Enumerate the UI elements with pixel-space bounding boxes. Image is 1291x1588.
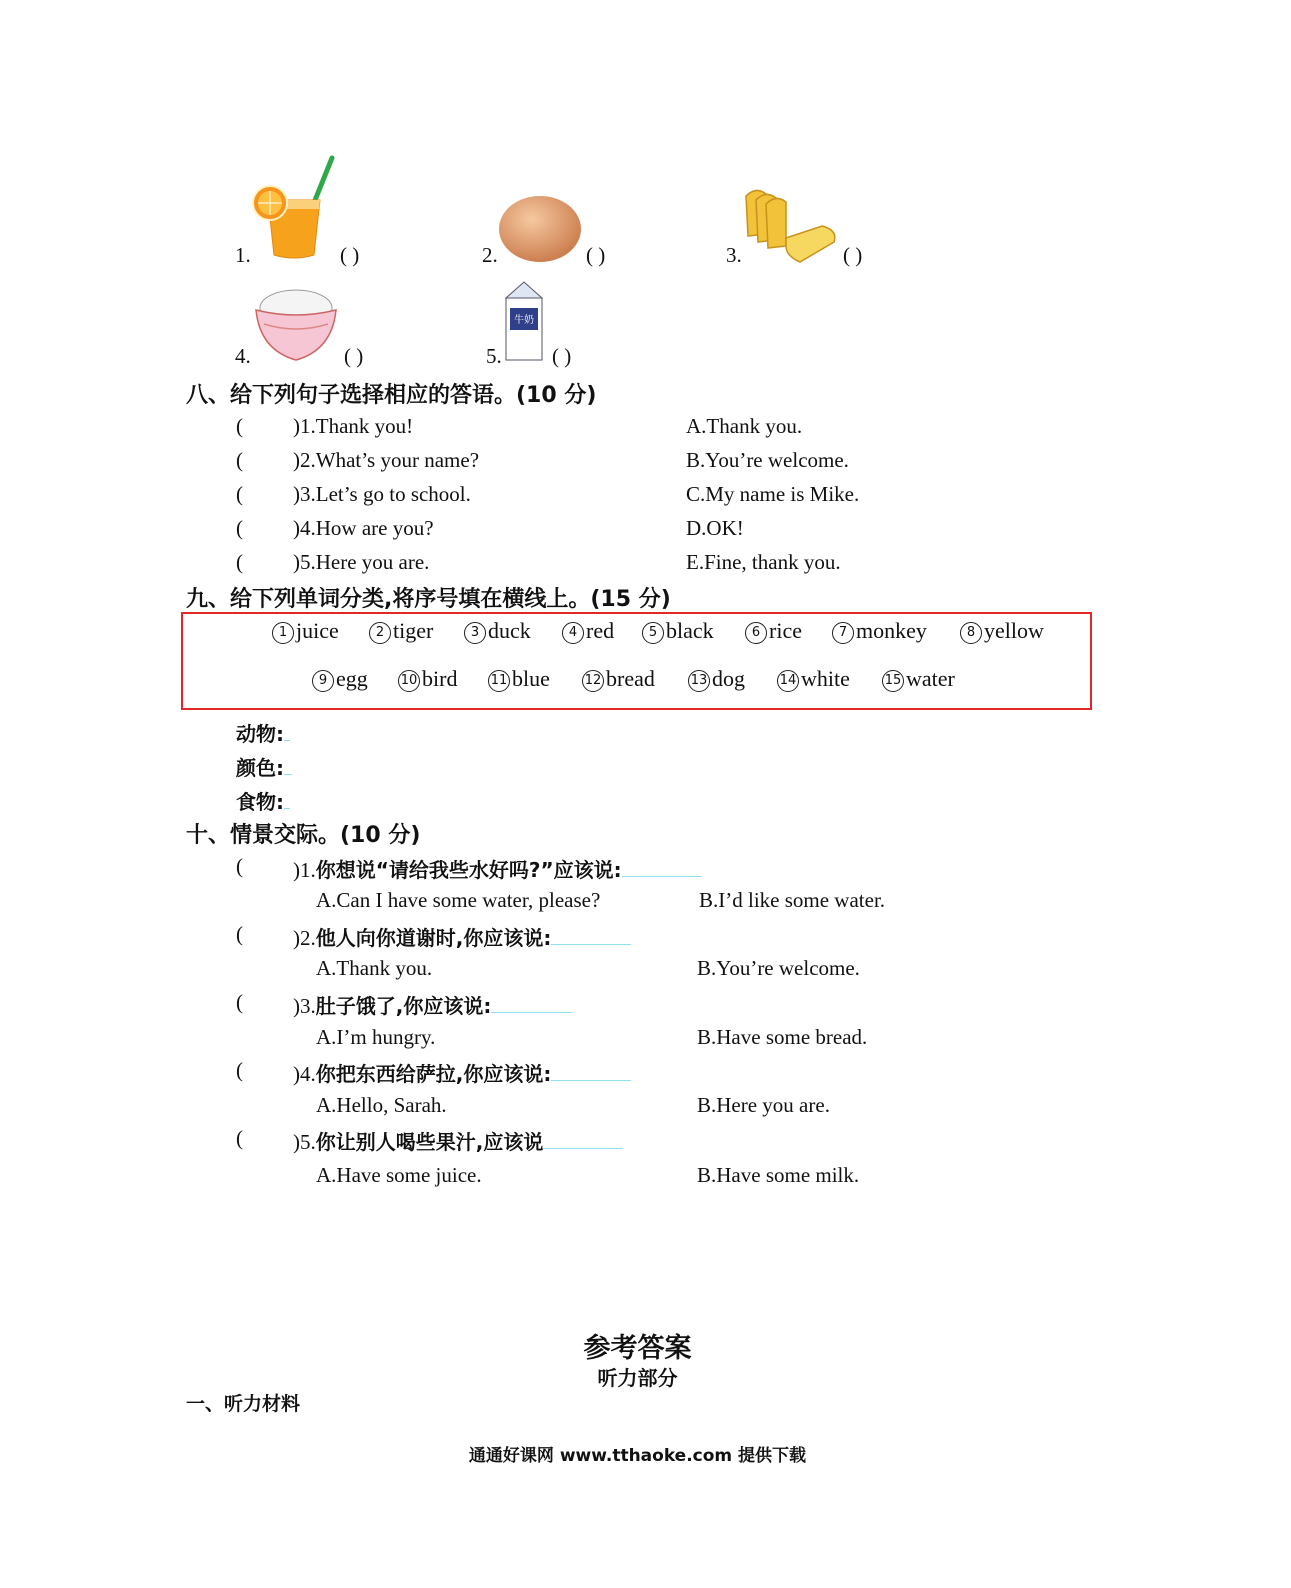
- section-9-title: 九、给下列单词分类,将序号填在横线上。(15 分): [186, 587, 671, 612]
- s8-answer-a: A.Thank you.: [686, 414, 803, 438]
- word-15: 15 water: [882, 666, 955, 692]
- word-12: 12 bread: [582, 666, 655, 692]
- s10-q1-option-a: A.Can I have some water, please?: [316, 888, 601, 912]
- rice-bowl-icon: [252, 280, 340, 364]
- s10-q3-option-b: B.Have some bread.: [697, 1025, 868, 1049]
- word-7: 7 monkey: [832, 618, 927, 644]
- bread-icon: [742, 186, 840, 266]
- picture-5-answer-paren[interactable]: ( ): [552, 344, 572, 368]
- s10-q2: )2.他人向你道谢时,你应该说:: [293, 922, 631, 951]
- listening-material-heading: 一、听力材料: [186, 1393, 301, 1415]
- s8-q4-paren[interactable]: (: [236, 516, 243, 540]
- word-3: 3 duck: [464, 618, 531, 644]
- s8-q1-paren[interactable]: (: [236, 414, 243, 438]
- s10-q3-option-a: A.I’m hungry.: [316, 1025, 436, 1049]
- s8-answer-c: C.My name is Mike.: [686, 482, 860, 506]
- word-9: 9 egg: [312, 666, 368, 692]
- s10-q1-option-b: B.I’d like some water.: [699, 888, 886, 912]
- category-animals-blank[interactable]: [284, 722, 290, 741]
- s8-q4-text: )4.How are you?: [293, 516, 434, 540]
- milk-carton-icon: [502, 280, 548, 364]
- s10-q2-blank[interactable]: [551, 926, 631, 945]
- s10-q4-paren[interactable]: (: [236, 1058, 243, 1082]
- s8-answer-d: D.OK!: [686, 516, 744, 540]
- word-2: 2 tiger: [369, 618, 433, 644]
- s10-q5-blank[interactable]: [543, 1130, 623, 1149]
- s10-q5-option-a: A.Have some juice.: [316, 1163, 482, 1187]
- s8-answer-b: B.You’re welcome.: [686, 448, 849, 472]
- milk-carton-label: 牛奶: [514, 315, 534, 326]
- s10-q1-paren[interactable]: (: [236, 854, 243, 878]
- s10-q1-blank[interactable]: [622, 858, 702, 877]
- word-6: 6 rice: [745, 618, 802, 644]
- section-8-title: 八、给下列句子选择相应的答语。(10 分): [186, 383, 597, 408]
- picture-4-number: 4.: [235, 344, 251, 368]
- word-13: 13 dog: [688, 666, 745, 692]
- s10-q4-option-b: B.Here you are.: [697, 1093, 830, 1117]
- word-8: 8 yellow: [960, 618, 1044, 644]
- s10-q5-option-b: B.Have some milk.: [697, 1163, 860, 1187]
- footer-credit: 通通好课网 www.tthaoke.com 提供下载: [468, 1446, 807, 1466]
- s10-q5-paren[interactable]: (: [236, 1126, 243, 1150]
- word-5: 5 black: [642, 618, 714, 644]
- s8-q3-text: )3.Let’s go to school.: [293, 482, 471, 506]
- picture-1-number: 1.: [235, 243, 251, 267]
- category-food: 食物:: [236, 786, 290, 815]
- category-colors-blank[interactable]: [284, 756, 292, 775]
- s10-q3: )3.肚子饿了,你应该说:: [293, 990, 573, 1019]
- word-4: 4 red: [562, 618, 614, 644]
- section-10-title: 十、情景交际。(10 分): [186, 823, 421, 848]
- category-colors: 颜色:: [236, 752, 292, 781]
- picture-3-answer-paren[interactable]: ( ): [843, 243, 863, 267]
- category-food-blank[interactable]: [284, 790, 290, 809]
- word-10: 10 bird: [398, 666, 457, 692]
- s8-q2-text: )2.What’s your name?: [293, 448, 480, 472]
- word-11: 11 blue: [488, 666, 550, 692]
- s10-q4-blank[interactable]: [551, 1062, 631, 1081]
- s10-q2-option-a: A.Thank you.: [316, 956, 433, 980]
- picture-2-answer-paren[interactable]: ( ): [586, 243, 606, 267]
- s10-q3-paren[interactable]: (: [236, 990, 243, 1014]
- s10-q3-blank[interactable]: [491, 994, 573, 1013]
- s8-q2-paren[interactable]: (: [236, 448, 243, 472]
- s8-q1-text: )1.Thank you!: [293, 414, 414, 438]
- egg-icon: [498, 193, 584, 263]
- picture-4-answer-paren[interactable]: ( ): [344, 344, 364, 368]
- s8-q5-text: )5.Here you are.: [293, 550, 430, 574]
- word-14: 14 white: [777, 666, 850, 692]
- category-animals: 动物:: [236, 718, 290, 747]
- s10-q4-option-a: A.Hello, Sarah.: [316, 1093, 447, 1117]
- word-1: 1 juice: [272, 618, 339, 644]
- answer-key-subtitle: 听力部分: [597, 1366, 678, 1390]
- s8-q3-paren[interactable]: (: [236, 482, 243, 506]
- picture-3-number: 3.: [726, 243, 742, 267]
- picture-5-number: 5.: [486, 344, 502, 368]
- picture-1-answer-paren[interactable]: ( ): [340, 243, 360, 267]
- s10-q2-paren[interactable]: (: [236, 922, 243, 946]
- s10-q1: )1.你想说“请给我些水好吗?”应该说:: [293, 854, 702, 883]
- juice-glass-icon: [250, 155, 340, 263]
- picture-2-number: 2.: [482, 243, 498, 267]
- s10-q5: )5.你让别人喝些果汁,应该说: [293, 1126, 623, 1155]
- answer-key-title: 参考答案: [583, 1333, 692, 1364]
- s8-answer-e: E.Fine, thank you.: [686, 550, 841, 574]
- s10-q2-option-b: B.You’re welcome.: [697, 956, 860, 980]
- s10-q4: )4.你把东西给萨拉,你应该说:: [293, 1058, 631, 1087]
- s8-q5-paren[interactable]: (: [236, 550, 243, 574]
